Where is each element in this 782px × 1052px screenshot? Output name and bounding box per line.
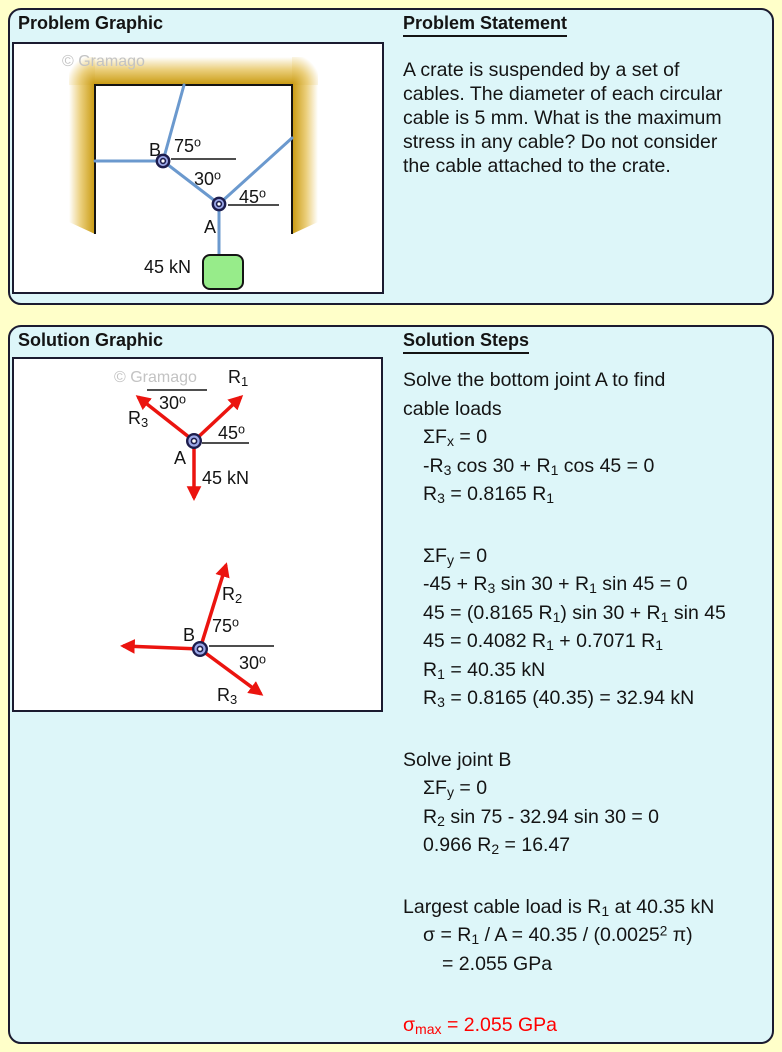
solution-line: cable loads (403, 397, 502, 420)
ceiling-corner-right (292, 57, 318, 85)
problem-diagram (14, 44, 382, 292)
solution-line: 0.966 $R_2 = 16.47$ (423, 834, 571, 858)
solution-line: = 2.055 GPa (442, 952, 553, 975)
solution-line: Solve joint B (403, 748, 512, 771)
solution-line: $\sigma = R_1 / A = 40.35 / (0.0025^2$ π) (423, 923, 693, 948)
solution-line: Largest cable load is $R_1$ at 40.35 kN (403, 895, 715, 919)
angle-45-label: 45$^o$ (239, 186, 267, 207)
joint-a-label: A (174, 448, 187, 468)
solution-line: $R_3 = 0.8165$ (40.35) = 32.94 kN (423, 687, 695, 711)
joint-a-label: A (204, 217, 217, 237)
angle-30-label: 30$^o$ (194, 168, 222, 189)
angle-75-label: 75$^o$ (174, 135, 202, 156)
angle-45-label-a: 45$^o$ (218, 422, 246, 443)
problem-graphic-box (12, 42, 384, 294)
solution-diagram (14, 359, 381, 710)
statement-line: A crate is suspended by a set of (403, 59, 680, 81)
solution-line-spacer (403, 860, 773, 893)
solution-line: 45 = (0.8165 $R_1$) $\sin 30 + R_1$ sin 45 (423, 601, 726, 625)
crate-load-label: 45 kN (144, 257, 192, 277)
solution-line-spacer (403, 713, 773, 746)
solution-panel (8, 325, 774, 1044)
force-r1-label: $R_1$ (228, 367, 249, 389)
solution-line: $R_1 = 40.35$ kN (423, 658, 546, 682)
solution-line-spacer (403, 978, 773, 1011)
load-45kn-label: 45 kN (202, 468, 250, 488)
solution-line-spacer (403, 509, 773, 542)
solution-line: $\Sigma F_y = 0$ (423, 544, 488, 568)
solution-line: 45 = 0.4082 $R_1 + 0.7071$ $R_1$ (423, 630, 664, 654)
solution-line: $R_3 = 0.8165$ $R_1$ (423, 483, 555, 507)
watermark: © Gramago (114, 369, 197, 386)
force-wall-arrow (123, 646, 200, 649)
joint-a-pin (217, 202, 222, 207)
problem-statement-text (403, 58, 769, 178)
problem-statement-title: Problem Statement (403, 13, 567, 37)
joint-a-fbd-pin (191, 438, 196, 443)
watermark: © Gramago (62, 53, 145, 70)
statement-line: cables. The diameter of each circular (403, 83, 723, 105)
solution-line: $R_2$ sin 75 - 32.94 sin 30 = 0 (423, 805, 660, 829)
angle-30-label-b: 30$^o$ (239, 652, 267, 673)
statement-line: the cable attached to the crate. (403, 155, 671, 177)
force-r2-label: $R_2$ (222, 584, 243, 606)
force-r3-label-b: $R_3$ (217, 685, 238, 707)
solution-line: Solve the bottom joint A to find (403, 369, 666, 391)
wall-left-glow (69, 85, 95, 234)
solution-line: $\Sigma F_y = 0$ (423, 777, 488, 801)
joint-b-label: B (183, 625, 196, 645)
joint-b-pin (161, 159, 166, 164)
solution-graphic-title: Solution Graphic (18, 330, 164, 350)
solution-line: $\Sigma F_x = 0$ (423, 426, 488, 450)
angle-75-label-b: 75$^o$ (212, 615, 240, 636)
force-r3-label-a: $R_3$ (128, 408, 149, 430)
solution-line: $-45 + R_3$ $\sin 30 + R_1$ sin 45 = 0 (423, 573, 688, 597)
joint-b-label: B (149, 140, 162, 160)
joint-b-fbd-pin (197, 646, 202, 651)
wall-right-glow (292, 85, 318, 234)
solution-graphic-box (12, 357, 383, 712)
solution-line: $-R_3$ $\cos 30 + R_1$ cos 45 = 0 (423, 454, 655, 478)
problem-panel (8, 8, 774, 305)
solution-steps-title: Solution Steps (403, 330, 529, 354)
angle-30-label-a: 30$^o$ (159, 392, 187, 413)
sigma-max-result: $\sigma_{max} = 2.055$ GPa (403, 1014, 558, 1038)
problem-graphic-title: Problem Graphic (18, 13, 164, 33)
crate (203, 255, 243, 289)
statement-line: stress in any cable? Do not consider (403, 131, 718, 153)
solution-steps-text (403, 366, 773, 1040)
statement-line: cable is 5 mm. What is the maximum (403, 107, 722, 129)
